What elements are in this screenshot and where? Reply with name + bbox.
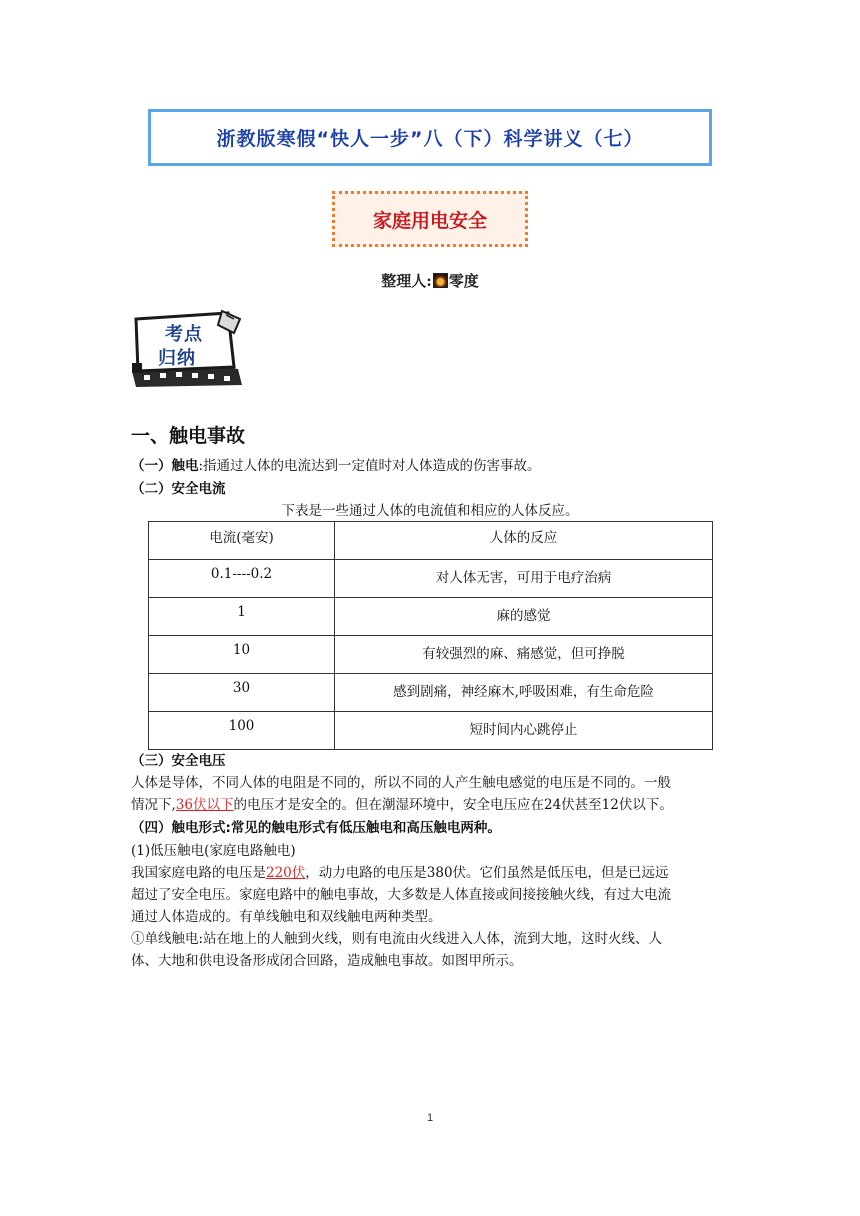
current-reaction-table [148, 521, 713, 750]
section-heading: 一、触电事故 [131, 425, 246, 447]
topic-banner [332, 191, 528, 247]
highlight-safe-voltage: 36伏以下 [175, 797, 234, 813]
highlight-household-voltage: 220伏 [266, 865, 306, 881]
item-electric-shock [131, 456, 541, 476]
paragraph-line [131, 794, 731, 816]
paragraph-line: 通过人体造成的。有单线触电和双线触电两种类型。 [131, 909, 442, 925]
table-row [149, 636, 713, 674]
table-cell: 30 [149, 674, 335, 712]
paragraph-line: ①单线触电:站在地上的人触到火线，则有电流由火线进入人体，流到大地，这时火线、人 [131, 931, 663, 947]
table-caption: 下表是一些通过人体的电流值和相应的人体反应。 [281, 503, 579, 519]
table-cell: 短时间内心跳停止 [335, 712, 713, 750]
text-span: 我国家庭电路的电压是 [131, 865, 266, 881]
text-span: 情况下, [131, 797, 176, 813]
sunset-icon [433, 273, 448, 288]
organizer-prefix: 整理人: [381, 271, 432, 290]
paragraph-line: 超过了安全电压。家庭电路中的触电事故，大多数是人体直接或间接接触火线，有过大电流 [131, 887, 671, 903]
badge-label-1: 考点 [165, 324, 203, 345]
table-cell: 有较强烈的麻、痛感觉，但可挣脱 [335, 636, 713, 674]
document-title: 浙教版寒假“快人一步”八（下）科学讲义（七） [216, 128, 644, 150]
paragraph-line [131, 862, 731, 884]
paragraph-line: 体、大地和供电设备形成闭合回路，造成触电事故。如图甲所示。 [131, 953, 523, 969]
item-text: :指通过人体的电流达到一定值时对人体造成的伤害事故。 [198, 458, 541, 474]
title-banner [148, 109, 712, 166]
safe-voltage-paragraph [131, 772, 731, 816]
organizer-name: 零度 [448, 271, 479, 290]
item-label: （一）触电 [131, 458, 199, 474]
table-cell: 10 [149, 636, 335, 674]
item-safe-current-label: （二）安全电流 [131, 481, 226, 497]
table-cell: 1 [149, 598, 335, 636]
table-cell: 对人体无害，可用于电疗治病 [335, 560, 713, 598]
low-voltage-section [131, 840, 731, 972]
paragraph-line: 人体是导体，不同人体的电阻是不同的，所以不同的人产生触电感觉的电压是不同的。一般 [131, 775, 671, 791]
table-header-cell: 人体的反应 [335, 522, 713, 560]
subsection-title: (1)低压触电(家庭电路触电) [131, 843, 296, 859]
table-row [149, 712, 713, 750]
table-header-row [149, 522, 713, 560]
table-cell: 0.1----0.2 [149, 560, 335, 598]
text-span: ，动力电路的电压是380伏。它们虽然是低压电，但是已远远 [305, 865, 669, 881]
table-cell: 麻的感觉 [335, 598, 713, 636]
topic-title: 家庭用电安全 [372, 209, 487, 232]
item-shock-forms: （四）触电形式:常见的触电形式有低压触电和高压触电两种。 [131, 820, 501, 836]
table-row [149, 674, 713, 712]
page-number: 1 [426, 1112, 434, 1124]
table-cell: 感到剧痛，神经麻木,呼吸困难，有生命危险 [335, 674, 713, 712]
table-row [149, 560, 713, 598]
table-cell: 100 [149, 712, 335, 750]
table-row [149, 598, 713, 636]
text-span: 的电压才是安全的。但在潮湿环境中，安全电压应在24伏甚至12伏以下。 [233, 797, 673, 813]
badge-label-2: 归纳 [158, 348, 196, 369]
table-header-cell: 电流(毫安) [149, 522, 335, 560]
item-safe-voltage-label: （三）安全电压 [131, 753, 226, 769]
organizer-line [360, 269, 500, 291]
